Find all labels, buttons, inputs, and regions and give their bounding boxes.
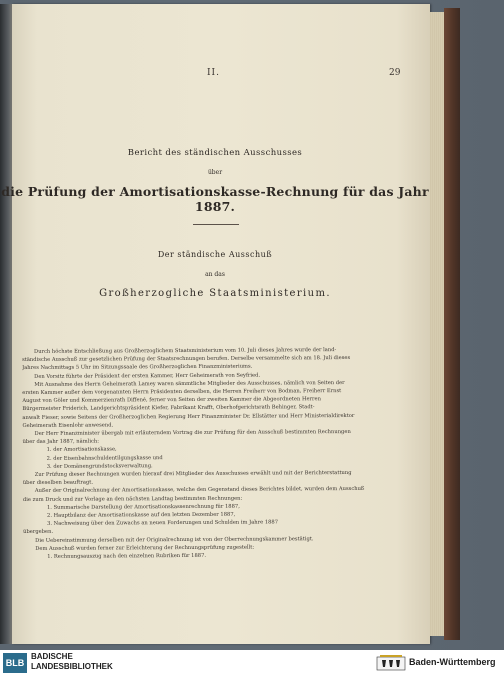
bw-state-name[interactable]: Baden-Württemberg <box>409 657 496 667</box>
page-edges <box>430 12 444 636</box>
report-heading: Bericht des ständischen Ausschusses <box>127 148 303 158</box>
report-main-title: die Prüfung der Amortisationskasse-Rechnung für das Jahr 1887. <box>1 184 429 214</box>
body-line: 2. Hauptbilanz der Amortisationskasse auf den letzten Dezember 1887, <box>47 511 236 519</box>
body-line: 1. der Amortisationskasse, <box>46 446 117 454</box>
body-line: Der Herr Finanzminister übergab mit erläuterndem Vortrag die zur Prüfung für den Ausschuß bestimmten Rechnungen <box>34 429 351 437</box>
body-line: 3. der Domänengrundstocksverwaltung. <box>46 463 153 470</box>
body-line: über das Jahr 1887, nämlich: <box>22 438 99 446</box>
page-number: 29 <box>389 68 401 78</box>
an-das-line: an das <box>205 271 225 278</box>
body-line: ersten Kammer außer dem vorgenannten Herrn Präsidenten derselben, die Herren Freiherr von Bodman, Freiherr Ernst <box>22 388 342 397</box>
book-cover-edge <box>444 8 460 640</box>
body-line: über dieselben beauftragt. <box>22 479 93 487</box>
body-line: Durch höchste Entschließung aus Großherzoglichem Staatsministerium vom 10. Juli dieses Jahres wurde der land- <box>34 347 337 355</box>
ministry-line: Großherzogliche Staatsministerium. <box>99 288 331 299</box>
body-line: August von Göler und Kommerzienrath Diffené, ferner von Seiten der zweiten Kammer die Abgeordneten Herren <box>22 396 321 405</box>
body-line: übergeben. <box>23 529 54 536</box>
body-line: Den Vorsitz führte der Präsident der ersten Kammer, Herr Geheimerath von Seyfried. <box>34 372 261 380</box>
body-text <box>22 346 411 562</box>
body-line: 3. Nachweisung über den Zuwachs an neuen Forderungen und Schulden im Jahre 1887 <box>47 519 279 528</box>
body-line: 2. der Eisenbahnschuldentilgungskasse und <box>46 454 163 462</box>
blb-line-2: LANDESBIBLIOTHEK <box>31 662 113 671</box>
body-line: ständische Ausschuß zur gesetzlichen Prüfung der Staatsrechnungen berufen. Derselbe versammelte sich am 18. Juli dieses <box>22 355 351 364</box>
body-line: Außer der Originalrechnung der Amortisationskasse, welche den Gegenstand dieses Berichtes bildet, wurden dem Ausschuß <box>34 486 365 495</box>
report-ueber: über <box>207 169 223 176</box>
body-line: Bürgermeister Friderich, Landgerichtspräsident Kiefer, Fabrikant Krafft, Oberhofgerichtsrath Behinger, Stadt- <box>22 404 315 413</box>
body-line: Die Uebereinstimmung derselben mit der Originalrechnung ist von der Oberrechnungskammer bestätigt. <box>35 535 314 544</box>
blb-library-name[interactable] <box>31 652 113 672</box>
body-line: die zum Druck und zur Vorlage an den nächsten Landtag bestimmten Rechnungen: <box>22 495 243 503</box>
blb-logo[interactable]: BLB <box>3 653 27 673</box>
bw-coat-of-arms-icon <box>376 654 406 672</box>
body-line: Dem Ausschuß wurden ferner zur Erleichterung der Rechnungsprüfung zugestellt: <box>35 544 255 552</box>
body-line: 1. Summarische Darstellung der Amortisationskassenrechnung für 1887, <box>46 503 240 511</box>
addressee-line: Der ständische Ausschuß <box>157 250 273 259</box>
body-line: Geheimerath Eisenlohr anwesend. <box>22 422 114 429</box>
body-line: Jahres Nachmittags 5 Uhr im Sitzungssaale des Großherzoglichen Finanzministeriums. <box>22 364 253 372</box>
divider-rule <box>193 224 239 225</box>
body-line: Mit Ausnahme des Herrn Geheimerath Lamey waren sämmtliche Mitglieder des Ausschusses, nämlich von Seiten der <box>34 379 345 388</box>
section-number: II. <box>207 68 220 78</box>
blb-line-1: BADISCHE <box>31 652 73 661</box>
body-line: Zur Prüfung dieser Rechnungen wurden hierauf drei Mitglieder des Ausschusses erwählt und mit der Berichterstattung <box>34 470 352 478</box>
body-line: anwalt Fieser, sowie Seitens der Großherzoglichen Regierung Herr Finanzminister Dr. Ellstätter und Herr Ministerialdirektor <box>22 412 355 421</box>
body-line: 1. Rechnungsauszug nach den einzelnen Rubriken für 1887. <box>47 552 207 560</box>
